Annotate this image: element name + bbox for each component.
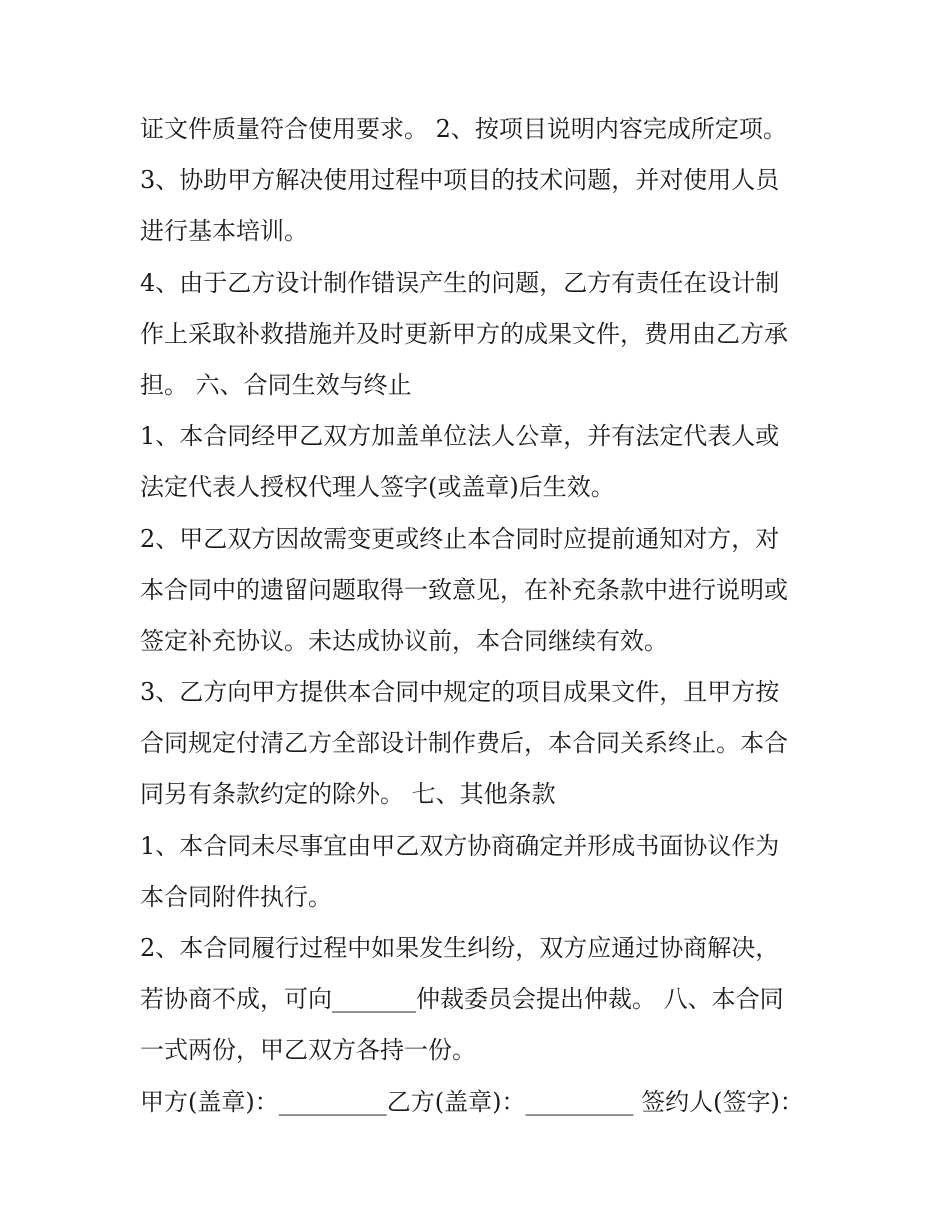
text-line: 合同规定付清乙方全部设计制作费后，本合同关系终止。本合 — [140, 729, 788, 758]
text-line: 进行基本培训。 — [140, 217, 308, 246]
text-line: 3、协助甲方解决使用过程中项目的技术问题，并对使用人员 — [140, 166, 780, 195]
text-line: 同另有条款约定的除外。 七、其他条款 — [140, 780, 556, 809]
text-line: 一式两份，甲乙双方各持一份。 — [140, 1036, 476, 1065]
text-line: 2、甲乙双方因故需变更或终止本合同时应提前通知对方，对 — [140, 524, 780, 553]
text-line: 法定代表人授权代理人签字(或盖章)后生效。 — [140, 473, 615, 502]
text-line: 本合同中的遗留问题取得一致意见，在补充条款中进行说明或 — [140, 575, 788, 604]
text-line: 签定补充协议。未达成协议前，本合同继续有效。 — [140, 626, 668, 655]
contract-text — [140, 104, 830, 1128]
text-line: 3、乙方向甲方提供本合同中规定的项目成果文件，且甲方按 — [140, 678, 780, 707]
text-line: 担。 六、合同生效与终止 — [140, 370, 412, 399]
text-line: 证文件质量符合使用要求。 2、按项目说明内容完成所定项。 — [140, 115, 787, 143]
text-line: 作上采取补救措施并及时更新甲方的成果文件，费用由乙方承 — [140, 319, 788, 348]
text-line: 2、本合同履行过程中如果发生纠纷，双方应通过协商解决， — [140, 934, 780, 962]
text-line: 本合同附件执行。 — [140, 882, 332, 911]
text-line: 1、本合同未尽事宜由甲乙双方协商确定并形成书面协议作为 — [140, 831, 780, 860]
text-line: 若协商不成，可向_______仲裁委员会提出仲裁。 八、本合同 — [140, 985, 784, 1014]
text-line: 甲方(盖章)：_________乙方(盖章)：_________ 签约人(签字)： — [140, 1087, 804, 1116]
text-line: 4、由于乙方设计制作错误产生的问题，乙方有责任在设计制 — [140, 268, 780, 297]
text-line: 1、本合同经甲乙双方加盖单位法人公章，并有法定代表人或 — [140, 422, 780, 451]
